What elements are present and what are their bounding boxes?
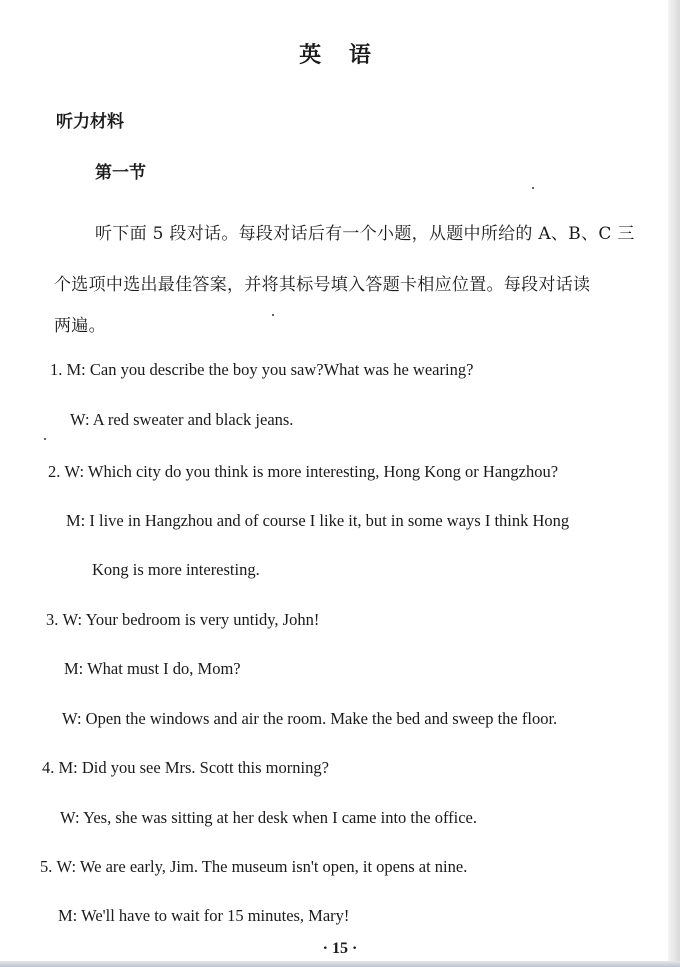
speaker-label: W: bbox=[70, 410, 90, 429]
instruction-line: 个选项中选出最佳答案，并将其标号填入答题卡相应位置。每段对话读 bbox=[54, 275, 591, 295]
speaker-label: W: bbox=[56, 857, 77, 876]
dialogue-line bbox=[40, 857, 467, 877]
speaker-label: W: bbox=[60, 808, 80, 827]
dialogue-line bbox=[62, 709, 557, 729]
page-edge-shadow bbox=[668, 0, 680, 967]
dialogue-text: Kong is more interesting. bbox=[92, 560, 260, 579]
dialogue-line bbox=[64, 659, 241, 679]
dialogue-number: 1. bbox=[50, 360, 63, 379]
dialogue-line bbox=[42, 758, 329, 778]
subsection-heading: 第一节 bbox=[95, 163, 146, 183]
dialogue-text: Open the windows and air the room. Make the bed and sweep the floor. bbox=[85, 709, 558, 728]
speaker-label: W: bbox=[64, 462, 85, 481]
scan-speck bbox=[532, 187, 534, 189]
scan-speck bbox=[44, 438, 46, 440]
dialogue-text: Can you describe the boy you saw?What was he wearing? bbox=[89, 360, 474, 379]
dialogue-line bbox=[58, 906, 349, 926]
dialogue-number: 5. bbox=[40, 857, 53, 876]
speaker-label: W: bbox=[62, 709, 82, 728]
speaker-label: W: bbox=[62, 610, 83, 629]
speaker-label: M: bbox=[66, 511, 86, 530]
dialogue-line bbox=[50, 360, 473, 380]
speaker-label: M: bbox=[66, 360, 86, 379]
dialogue-line bbox=[60, 808, 477, 828]
speaker-label: M: bbox=[64, 659, 84, 678]
speaker-label: M: bbox=[58, 906, 78, 925]
instruction-line: 两遍。 bbox=[54, 316, 106, 336]
dialogue-line bbox=[48, 462, 558, 482]
instruction-line: 听下面 5 段对话。每段对话后有一个小题，从题中所给的 A、B、C 三 bbox=[95, 224, 635, 244]
dialogue-number: 4. bbox=[42, 758, 55, 777]
dialogue-text: Did you see Mrs. Scott this morning? bbox=[81, 758, 329, 777]
dialogue-text: We are early, Jim. The museum isn't open, it opens at nine. bbox=[79, 857, 468, 876]
dialogue-text: We'll have to wait for 15 minutes, Mary! bbox=[81, 906, 350, 925]
dialogue-line bbox=[66, 511, 569, 531]
dialogue-line bbox=[46, 610, 319, 630]
dialogue-line-continuation bbox=[92, 560, 260, 580]
dialogue-number: 3. bbox=[46, 610, 59, 629]
dialogue-line bbox=[70, 410, 293, 430]
scan-speck bbox=[272, 314, 274, 316]
page-number: · 15 · bbox=[322, 940, 358, 957]
dialogue-text: Yes, she was sitting at her desk when I came into the office. bbox=[83, 808, 477, 827]
dialogue-number: 2. bbox=[48, 462, 61, 481]
speaker-label: M: bbox=[58, 758, 78, 777]
dialogue-text: I live in Hangzhou and of course I like it, but in some ways I think Hong bbox=[89, 511, 570, 530]
dialogue-text: What must I do, Mom? bbox=[87, 659, 241, 678]
dialogue-text: Your bedroom is very untidy, John! bbox=[85, 610, 320, 629]
page-title: 英 语 bbox=[299, 43, 381, 68]
dialogue-text: Which city do you think is more interesting, Hong Kong or Hangzhou? bbox=[87, 462, 559, 481]
dialogue-text: A red sweater and black jeans. bbox=[92, 410, 294, 429]
section-heading: 听力材料 bbox=[56, 112, 124, 132]
page-edge-bottom bbox=[0, 961, 680, 967]
